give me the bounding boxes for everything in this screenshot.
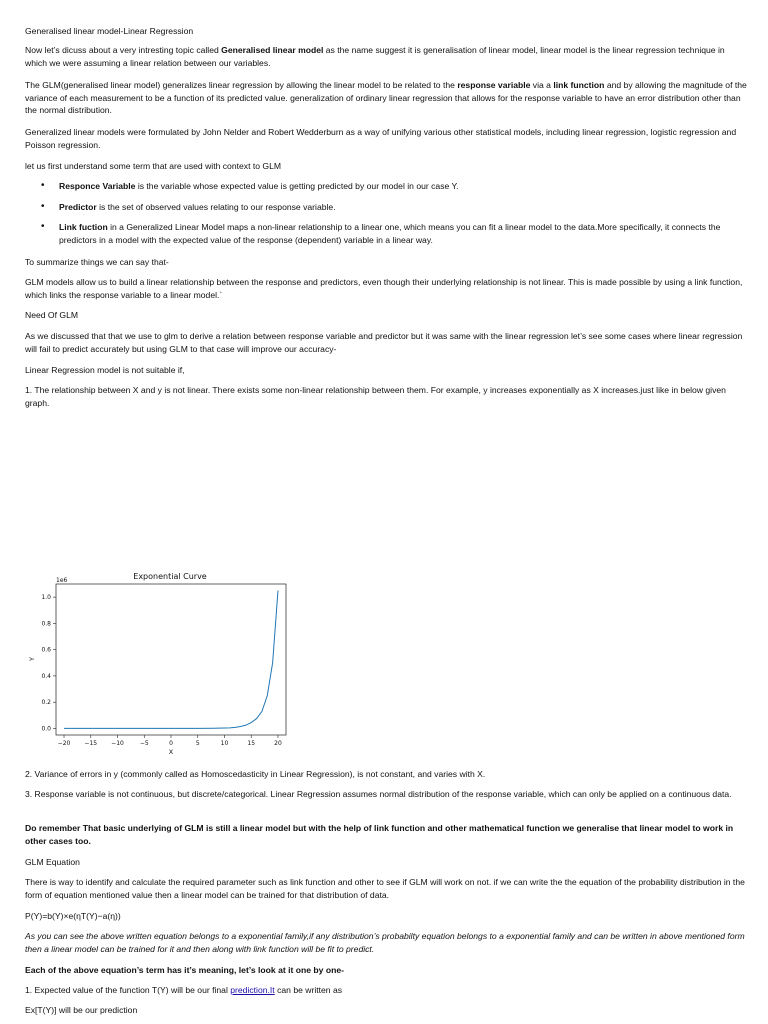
paragraph-not-suitable: Linear Regression model is not suitable if, (25, 365, 185, 375)
paragraph-remember: Do remember That basic underlying of GLM is still a linear model but with the help of link function and other mathematical function we generalise that linear model to work in other cases too. (25, 823, 734, 846)
paragraph-terms-intro: let us first understand some term that are used with context to GLM (25, 161, 282, 171)
paragraph-summary-intro: To summarize things we can say that- (25, 257, 169, 267)
paragraph-expected-value (25, 984, 747, 997)
bullet-text: in a Generalized Linear Model maps a non-linear relationship to a linear one, which means you can fit a linear model to the data.More specifically, it connects the predictors in a model with the expected value of the response (dependent) variable in a linear way. (59, 222, 721, 245)
bold-term: Generalised linear model (221, 45, 324, 55)
chart-x-tick-label: −20 (57, 740, 71, 747)
bullet-term: Predictor (59, 201, 97, 212)
chart-x-tick-label: −15 (84, 740, 98, 747)
list-item (25, 221, 725, 246)
chart-x-tick-label: 15 (247, 740, 256, 747)
bold-term: link function (553, 80, 605, 90)
list-item (25, 180, 725, 193)
chart-x-tick-label: −10 (111, 740, 124, 747)
chart-x-tick-label: 5 (195, 740, 200, 747)
paragraph-need: As we discussed that that we use to glm to derive a relation between response variable and predictor but it was same with the linear regression let’s see some cases where linear regression will fail to predict accurately but using GLM to that case will improve our accuracy- (25, 331, 743, 354)
text-run: Now let’s dicuss about a very intresting topic called (25, 45, 222, 55)
section-heading-equation: GLM Equation (25, 857, 80, 867)
paragraph-exponential-family: As you can see the above written equation belongs to a exponential family,if any distribution’s probabilty equation belongs to a exponential family and can be written in above mentioned form then a linear model can be trained for it and then along with link function will be fit to predict. (25, 931, 745, 954)
text-run: can be written as (274, 985, 343, 995)
bullet-text: is the variable whose expected value is getting predicted by our model in our case Y. (135, 181, 459, 191)
chart-y-tick-label: 0.0 (41, 725, 51, 733)
chart-y-tick-label: 0.4 (41, 672, 51, 680)
bullet-text: is the set of observed values relating to our response variable. (96, 201, 336, 212)
bold-term: response variable (457, 80, 531, 90)
chart-y-axis-label: Y (28, 657, 36, 661)
chart-y-ticks (41, 594, 56, 732)
paragraph-case-1: 1. The relationship between X and y is not linear. There exists some non-linear relationship between them. For example, y increases exponentially as X increases.just like in below given graph. (25, 385, 726, 408)
chart-y-tick-label: 0.6 (41, 646, 51, 654)
chart-x-tick-label: −5 (139, 740, 149, 747)
bullet-term: Link fuction (59, 222, 108, 233)
chart-x-ticks (58, 735, 282, 747)
paragraph-equation-intro: There is way to identify and calculate the required parameter such as link function and other to see if GLM will work on not. if we can write the the equation of the probability distribution in the form of equation mentioned value then a linear model can be trained for that distribution of data. (25, 877, 745, 900)
bullet-term: Responce Variable (59, 181, 136, 191)
paragraph-glm-definition (25, 79, 747, 117)
text-run: 1. Expected value of the function T(Y) will be our final (25, 985, 231, 995)
doc-title: Generalised linear model-Linear Regression (25, 26, 194, 36)
prediction-link[interactable]: prediction.It (230, 985, 275, 995)
paragraph-case-2: 2. Variance of errors in y (commonly called as Homoscedasticity in Linear Regression), is not constant, and varies with X. (25, 769, 486, 779)
paragraph-summary: GLM models allow us to build a linear relationship between the response and predictors, even though their underlying relationship is not linear. This is made possible by using a link function, which links the response variable to a linear model.` (25, 277, 743, 300)
exponential-curve-chart (24, 568, 294, 760)
chart-series-line (64, 591, 278, 729)
chart-plot-frame (56, 584, 286, 735)
paragraph-terms-meaning: Each of the above equation’s term has it’s meaning, let’s look at it one by one- (25, 965, 344, 975)
paragraph-history: Generalized linear models were formulated by John Nelder and Robert Wedderburn as a way of unifying various other statistical models, including linear regression, logistic regression and Poisson regression. (25, 127, 737, 150)
chart-y-tick-label: 1.0 (41, 594, 51, 602)
chart-x-tick-label: 20 (274, 740, 282, 747)
paragraph-prediction: Ex[T(Y)] will be our prediction (25, 1005, 138, 1015)
terms-list (25, 180, 725, 246)
chart-y-tick-label: 0.8 (41, 620, 51, 628)
text-run: via a (530, 80, 554, 90)
paragraph-case-3: 3. Response variable is not continuous, but discrete/categorical. Linear Regression assumes normal distribution of the response variable, which can only be applied on a continuous data. (25, 789, 732, 799)
chart-x-axis-label: X (168, 748, 174, 756)
text-run: as the name suggest it is generalisation of linear model, linear model is the linear regression technique in which we were assuming a linear relation between our variables. (25, 45, 725, 68)
text-run: and by allowing the magnitude of the variance of each measurement to be a function of its predicted value. generalization of ordinary linear regression that allows for the response variable to have an error distribution other than the normal distribution. (25, 80, 747, 116)
glm-equation: P(Y)=b(Y)×e(ηT(Y)−a(η)) (25, 911, 121, 921)
list-item (25, 201, 725, 214)
chart-title: Exponential Curve (133, 572, 207, 581)
section-heading-need: Need Of GLM (25, 310, 79, 320)
chart-y-multiplier: 1e6 (56, 577, 68, 584)
chart-x-tick-label: 10 (220, 740, 229, 747)
paragraph-intro (25, 44, 747, 69)
text-run: The GLM(generalised linear model) generalizes linear regression by allowing the linear model to be related to the (25, 80, 458, 90)
chart-x-tick-label: 0 (169, 740, 173, 747)
chart-y-tick-label: 0.2 (41, 699, 51, 707)
